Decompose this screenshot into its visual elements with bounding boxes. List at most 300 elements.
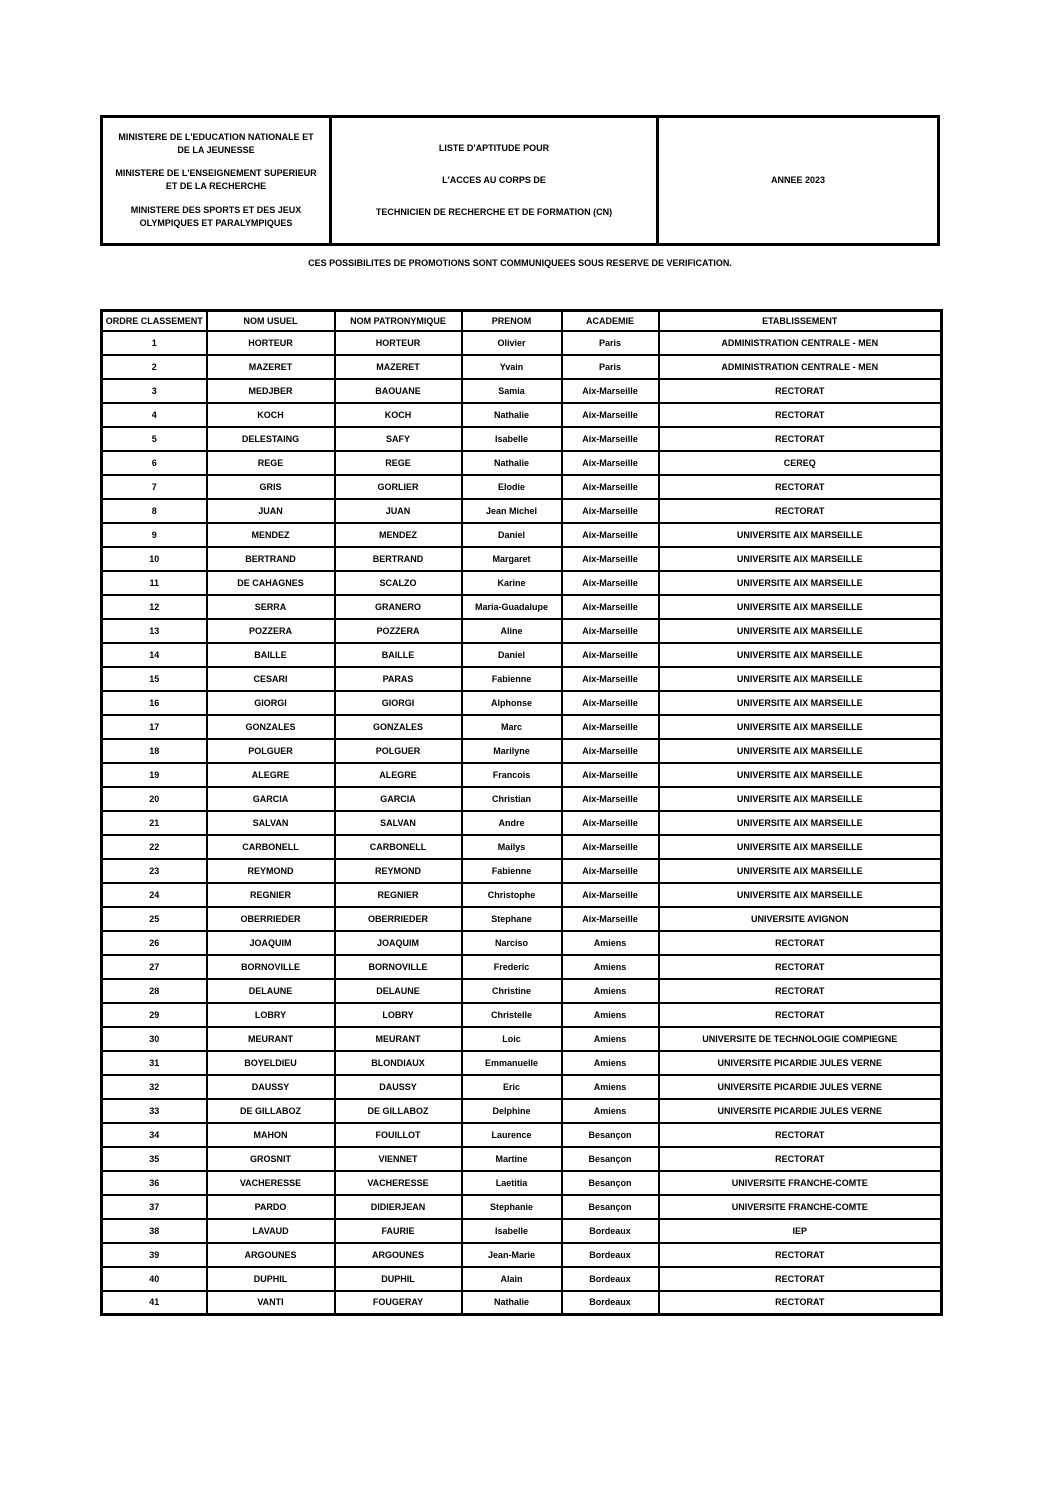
table-cell: Bordeaux: [562, 1291, 659, 1315]
table-cell: 11: [102, 571, 207, 595]
table-cell: FOUGERAY: [335, 1291, 462, 1315]
table-cell: Emmanuelle: [462, 1051, 562, 1075]
table-cell: Aix-Marseille: [562, 715, 659, 739]
table-cell: Amiens: [562, 979, 659, 1003]
table-cell: SALVAN: [335, 811, 462, 835]
table-row: [102, 739, 942, 763]
table-cell: UNIVERSITE AIX MARSEILLE: [659, 571, 942, 595]
table-cell: RECTORAT: [659, 475, 942, 499]
table-cell: Amiens: [562, 955, 659, 979]
table-cell: Amiens: [562, 1075, 659, 1099]
table-cell: UNIVERSITE DE TECHNOLOGIE COMPIEGNE: [659, 1027, 942, 1051]
table-cell: IEP: [659, 1219, 942, 1243]
table-cell: BLONDIAUX: [335, 1051, 462, 1075]
table-cell: 20: [102, 787, 207, 811]
table-cell: VACHERESSE: [335, 1171, 462, 1195]
table-cell: GARCIA: [207, 787, 335, 811]
column-header: NOM USUEL: [207, 311, 335, 331]
table-cell: GARCIA: [335, 787, 462, 811]
table-row: [102, 859, 942, 883]
table-cell: DELAUNE: [207, 979, 335, 1003]
table-cell: 25: [102, 907, 207, 931]
table-cell: 30: [102, 1027, 207, 1051]
table-row: [102, 763, 942, 787]
table-row: [102, 1195, 942, 1219]
table-row: [102, 979, 942, 1003]
table-cell: Andre: [462, 811, 562, 835]
table-row: [102, 1291, 942, 1315]
table-cell: Francois: [462, 763, 562, 787]
year-box: [656, 115, 940, 246]
table-cell: Aix-Marseille: [562, 811, 659, 835]
table-cell: Aix-Marseille: [562, 883, 659, 907]
table-cell: Aline: [462, 619, 562, 643]
table-cell: 28: [102, 979, 207, 1003]
table-cell: ARGOUNES: [207, 1243, 335, 1267]
table-cell: UNIVERSITE PICARDIE JULES VERNE: [659, 1099, 942, 1123]
table-row: [102, 1267, 942, 1291]
table-cell: Daniel: [462, 643, 562, 667]
table-cell: Stephane: [462, 907, 562, 931]
table-cell: Narciso: [462, 931, 562, 955]
table-cell: CEREQ: [659, 451, 942, 475]
table-cell: Besançon: [562, 1123, 659, 1147]
table-cell: MENDEZ: [207, 523, 335, 547]
table-cell: ALEGRE: [207, 763, 335, 787]
table-cell: BERTRAND: [335, 547, 462, 571]
year-label: ANNEE 2023: [770, 174, 826, 185]
ministry-enseignement-superieur: MINISTERE DE L'ENSEIGNEMENT SUPERIEUR ET DE LA RECHERCHE: [115, 168, 317, 192]
table-cell: 39: [102, 1243, 207, 1267]
table-cell: 13: [102, 619, 207, 643]
table-cell: Jean-Marie: [462, 1243, 562, 1267]
table-cell: Aix-Marseille: [562, 403, 659, 427]
table-cell: Aix-Marseille: [562, 427, 659, 451]
table-cell: DAUSSY: [335, 1075, 462, 1099]
table-cell: Aix-Marseille: [562, 763, 659, 787]
table-cell: Stephanie: [462, 1195, 562, 1219]
table-row: [102, 715, 942, 739]
table-cell: MAHON: [207, 1123, 335, 1147]
table-cell: GIORGI: [207, 691, 335, 715]
table-cell: POLGUER: [207, 739, 335, 763]
table-row: [102, 1027, 942, 1051]
table-cell: 26: [102, 931, 207, 955]
table-cell: 31: [102, 1051, 207, 1075]
table-cell: ARGOUNES: [335, 1243, 462, 1267]
table-row: [102, 1051, 942, 1075]
table-cell: Aix-Marseille: [562, 667, 659, 691]
table-cell: UNIVERSITE AIX MARSEILLE: [659, 595, 942, 619]
table-cell: ALEGRE: [335, 763, 462, 787]
table-cell: Olivier: [462, 331, 562, 355]
title-line-1: LISTE D'APTITUDE POUR: [438, 142, 550, 153]
table-cell: OBERRIEDER: [207, 907, 335, 931]
table-cell: DELESTAING: [207, 427, 335, 451]
table-cell: 38: [102, 1219, 207, 1243]
table-cell: UNIVERSITE AIX MARSEILLE: [659, 715, 942, 739]
table-cell: DUPHIL: [335, 1267, 462, 1291]
table-row: [102, 595, 942, 619]
verification-notice: CES POSSIBILITES DE PROMOTIONS SONT COMMUNIQUEES SOUS RESERVE DE VERIFICATION.: [308, 258, 732, 268]
table-cell: 24: [102, 883, 207, 907]
table-row: [102, 883, 942, 907]
column-header: ORDRE CLASSEMENT: [102, 311, 207, 331]
table-cell: Aix-Marseille: [562, 691, 659, 715]
table-cell: UNIVERSITE AIX MARSEILLE: [659, 523, 942, 547]
table-cell: SCALZO: [335, 571, 462, 595]
table-cell: MENDEZ: [335, 523, 462, 547]
table-row: [102, 379, 942, 403]
table-cell: UNIVERSITE AIX MARSEILLE: [659, 811, 942, 835]
table-cell: FAURIE: [335, 1219, 462, 1243]
table-cell: REYMOND: [207, 859, 335, 883]
table-cell: Yvain: [462, 355, 562, 379]
table-cell: Aix-Marseille: [562, 619, 659, 643]
table-cell: Aix-Marseille: [562, 475, 659, 499]
document-header: [100, 115, 940, 246]
table-cell: Margaret: [462, 547, 562, 571]
table-cell: RECTORAT: [659, 1147, 942, 1171]
table-cell: Amiens: [562, 1003, 659, 1027]
table-cell: LOBRY: [207, 1003, 335, 1027]
table-row: [102, 931, 942, 955]
column-header: PRENOM: [462, 311, 562, 331]
table-cell: Aix-Marseille: [562, 595, 659, 619]
table-cell: Laetitia: [462, 1171, 562, 1195]
table-cell: CESARI: [207, 667, 335, 691]
table-cell: SALVAN: [207, 811, 335, 835]
table-cell: 8: [102, 499, 207, 523]
table-row: [102, 1219, 942, 1243]
table-cell: Fabienne: [462, 667, 562, 691]
table-cell: 15: [102, 667, 207, 691]
table-cell: Isabelle: [462, 427, 562, 451]
table-cell: UNIVERSITE AIX MARSEILLE: [659, 763, 942, 787]
table-cell: DELAUNE: [335, 979, 462, 1003]
table-cell: Frederic: [462, 955, 562, 979]
table-cell: RECTORAT: [659, 1243, 942, 1267]
table-cell: Christian: [462, 787, 562, 811]
table-cell: CARBONELL: [335, 835, 462, 859]
table-cell: POLGUER: [335, 739, 462, 763]
table-cell: DE GILLABOZ: [335, 1099, 462, 1123]
table-row: [102, 907, 942, 931]
table-cell: 10: [102, 547, 207, 571]
table-cell: BAOUANE: [335, 379, 462, 403]
table-cell: RECTORAT: [659, 427, 942, 451]
table-cell: 41: [102, 1291, 207, 1315]
table-cell: 14: [102, 643, 207, 667]
table-cell: HORTEUR: [207, 331, 335, 355]
table-cell: Aix-Marseille: [562, 523, 659, 547]
table-cell: JOAQUIM: [335, 931, 462, 955]
table-cell: Aix-Marseille: [562, 739, 659, 763]
document-title-box: [329, 115, 659, 246]
table-cell: Marc: [462, 715, 562, 739]
table-cell: SERRA: [207, 595, 335, 619]
table-cell: Amiens: [562, 1027, 659, 1051]
table-cell: Christine: [462, 979, 562, 1003]
table-cell: 9: [102, 523, 207, 547]
table-cell: RECTORAT: [659, 379, 942, 403]
table-row: [102, 331, 942, 355]
table-cell: 1: [102, 331, 207, 355]
table-cell: BERTRAND: [207, 547, 335, 571]
table-row: [102, 667, 942, 691]
table-cell: 6: [102, 451, 207, 475]
table-cell: 12: [102, 595, 207, 619]
table-cell: Nathalie: [462, 451, 562, 475]
table-cell: MEURANT: [207, 1027, 335, 1051]
column-header: ETABLISSEMENT: [659, 311, 942, 331]
table-cell: RECTORAT: [659, 1291, 942, 1315]
table-row: [102, 355, 942, 379]
table-cell: Karine: [462, 571, 562, 595]
table-cell: GRANERO: [335, 595, 462, 619]
table-cell: Paris: [562, 355, 659, 379]
table-cell: GIORGI: [335, 691, 462, 715]
table-cell: VANTI: [207, 1291, 335, 1315]
table-cell: 35: [102, 1147, 207, 1171]
table-cell: 2: [102, 355, 207, 379]
table-cell: Aix-Marseille: [562, 643, 659, 667]
table-cell: 17: [102, 715, 207, 739]
ministries-box: [100, 115, 332, 246]
table-row: [102, 643, 942, 667]
table-cell: 37: [102, 1195, 207, 1219]
table-cell: DUPHIL: [207, 1267, 335, 1291]
table-cell: REGE: [207, 451, 335, 475]
table-row: [102, 1243, 942, 1267]
table-cell: Aix-Marseille: [562, 835, 659, 859]
title-line-2: L'ACCES AU CORPS DE: [442, 174, 546, 185]
table-cell: 5: [102, 427, 207, 451]
table-row: [102, 547, 942, 571]
table-cell: UNIVERSITE AIX MARSEILLE: [659, 739, 942, 763]
table-cell: Besançon: [562, 1147, 659, 1171]
table-cell: Amiens: [562, 1051, 659, 1075]
table-row: [102, 835, 942, 859]
table-cell: RECTORAT: [659, 931, 942, 955]
table-header: [102, 311, 942, 331]
table-cell: Aix-Marseille: [562, 571, 659, 595]
table-cell: 23: [102, 859, 207, 883]
table-cell: Alphonse: [462, 691, 562, 715]
table-cell: Paris: [562, 331, 659, 355]
table-cell: Aix-Marseille: [562, 547, 659, 571]
table-cell: 18: [102, 739, 207, 763]
table-cell: UNIVERSITE AIX MARSEILLE: [659, 835, 942, 859]
table-cell: SAFY: [335, 427, 462, 451]
table-cell: Samia: [462, 379, 562, 403]
table-cell: REYMOND: [335, 859, 462, 883]
table-row: [102, 1003, 942, 1027]
table-cell: Jean Michel: [462, 499, 562, 523]
table-cell: Aix-Marseille: [562, 379, 659, 403]
table-row: [102, 955, 942, 979]
table-row: [102, 787, 942, 811]
table-row: [102, 1147, 942, 1171]
table-cell: Christelle: [462, 1003, 562, 1027]
title-line-3: TECHNICIEN DE RECHERCHE ET DE FORMATION (CN): [375, 207, 613, 218]
results-table: [100, 309, 943, 1316]
table-cell: ADMINISTRATION CENTRALE - MEN: [659, 331, 942, 355]
table-cell: JUAN: [335, 499, 462, 523]
table-cell: Bordeaux: [562, 1219, 659, 1243]
table-cell: BORNOVILLE: [207, 955, 335, 979]
table-cell: UNIVERSITE AIX MARSEILLE: [659, 619, 942, 643]
table-row: [102, 475, 942, 499]
column-header: ACADEMIE: [562, 311, 659, 331]
table-cell: VACHERESSE: [207, 1171, 335, 1195]
table-cell: MEDJBER: [207, 379, 335, 403]
table-cell: BAILLE: [207, 643, 335, 667]
table-cell: MEURANT: [335, 1027, 462, 1051]
table-cell: UNIVERSITE AIX MARSEILLE: [659, 787, 942, 811]
table-row: [102, 403, 942, 427]
table-cell: UNIVERSITE AIX MARSEILLE: [659, 667, 942, 691]
table-cell: UNIVERSITE AVIGNON: [659, 907, 942, 931]
table-cell: 22: [102, 835, 207, 859]
table-row: [102, 499, 942, 523]
table-cell: GRIS: [207, 475, 335, 499]
table-cell: UNIVERSITE AIX MARSEILLE: [659, 691, 942, 715]
table-cell: 34: [102, 1123, 207, 1147]
table-cell: Nathalie: [462, 403, 562, 427]
table-cell: DIDIERJEAN: [335, 1195, 462, 1219]
table-cell: ADMINISTRATION CENTRALE - MEN: [659, 355, 942, 379]
table-cell: Martine: [462, 1147, 562, 1171]
page-content: [100, 115, 940, 1316]
table-row: [102, 427, 942, 451]
table-row: [102, 571, 942, 595]
table-cell: GROSNIT: [207, 1147, 335, 1171]
table-cell: 19: [102, 763, 207, 787]
table-cell: POZZERA: [207, 619, 335, 643]
table-cell: RECTORAT: [659, 1267, 942, 1291]
table-cell: GONZALES: [207, 715, 335, 739]
table-cell: PARAS: [335, 667, 462, 691]
table-cell: DE CAHAGNES: [207, 571, 335, 595]
table-row: [102, 619, 942, 643]
table-cell: JOAQUIM: [207, 931, 335, 955]
table-cell: REGE: [335, 451, 462, 475]
table-cell: Bordeaux: [562, 1243, 659, 1267]
table-cell: 7: [102, 475, 207, 499]
table-cell: Daniel: [462, 523, 562, 547]
table-cell: BAILLE: [335, 643, 462, 667]
table-cell: 32: [102, 1075, 207, 1099]
table-cell: UNIVERSITE PICARDIE JULES VERNE: [659, 1051, 942, 1075]
table-cell: 29: [102, 1003, 207, 1027]
table-cell: OBERRIEDER: [335, 907, 462, 931]
table-row: [102, 811, 942, 835]
table-cell: RECTORAT: [659, 403, 942, 427]
table-cell: MAZERET: [335, 355, 462, 379]
table-cell: Aix-Marseille: [562, 787, 659, 811]
table-cell: FOUILLOT: [335, 1123, 462, 1147]
table-row: [102, 451, 942, 475]
table-row: [102, 1171, 942, 1195]
table-cell: DE GILLABOZ: [207, 1099, 335, 1123]
ministry-sports: MINISTERE DES SPORTS ET DES JEUX OLYMPIQUES ET PARALYMPIQUES: [130, 204, 302, 228]
table-cell: MAZERET: [207, 355, 335, 379]
table-cell: LOBRY: [335, 1003, 462, 1027]
table-cell: Aix-Marseille: [562, 907, 659, 931]
table-cell: PARDO: [207, 1195, 335, 1219]
table-cell: Amiens: [562, 931, 659, 955]
table-row: [102, 1075, 942, 1099]
table-cell: GONZALES: [335, 715, 462, 739]
table-cell: Aix-Marseille: [562, 499, 659, 523]
table-row: [102, 523, 942, 547]
table-cell: 3: [102, 379, 207, 403]
table-cell: 36: [102, 1171, 207, 1195]
table-cell: Nathalie: [462, 1291, 562, 1315]
table-body: [102, 331, 942, 1315]
table-cell: UNIVERSITE FRANCHE-COMTE: [659, 1195, 942, 1219]
table-cell: UNIVERSITE AIX MARSEILLE: [659, 643, 942, 667]
ministry-education: MINISTERE DE L'EDUCATION NATIONALE ET DE LA JEUNESSE: [118, 132, 314, 156]
table-cell: 27: [102, 955, 207, 979]
table-cell: Besançon: [562, 1171, 659, 1195]
table-cell: 33: [102, 1099, 207, 1123]
table-cell: Isabelle: [462, 1219, 562, 1243]
table-cell: UNIVERSITE PICARDIE JULES VERNE: [659, 1075, 942, 1099]
table-cell: RECTORAT: [659, 1003, 942, 1027]
table-cell: Fabienne: [462, 859, 562, 883]
table-cell: Bordeaux: [562, 1267, 659, 1291]
table-cell: Besançon: [562, 1195, 659, 1219]
table-cell: POZZERA: [335, 619, 462, 643]
table-cell: 16: [102, 691, 207, 715]
table-cell: Amiens: [562, 1099, 659, 1123]
table-cell: Aix-Marseille: [562, 859, 659, 883]
table-cell: 21: [102, 811, 207, 835]
table-cell: LAVAUD: [207, 1219, 335, 1243]
table-cell: REGNIER: [335, 883, 462, 907]
table-cell: RECTORAT: [659, 955, 942, 979]
table-cell: Loic: [462, 1027, 562, 1051]
table-cell: UNIVERSITE AIX MARSEILLE: [659, 859, 942, 883]
table-row: [102, 1123, 942, 1147]
table-cell: RECTORAT: [659, 1123, 942, 1147]
table-cell: KOCH: [207, 403, 335, 427]
table-cell: Delphine: [462, 1099, 562, 1123]
table-cell: 40: [102, 1267, 207, 1291]
table-cell: REGNIER: [207, 883, 335, 907]
table-cell: GORLIER: [335, 475, 462, 499]
table-cell: Aix-Marseille: [562, 451, 659, 475]
table-cell: DAUSSY: [207, 1075, 335, 1099]
table-cell: VIENNET: [335, 1147, 462, 1171]
table-row: [102, 691, 942, 715]
table-cell: UNIVERSITE AIX MARSEILLE: [659, 883, 942, 907]
column-header: NOM PATRONYMIQUE: [335, 311, 462, 331]
table-header-row: [102, 311, 942, 331]
table-cell: 4: [102, 403, 207, 427]
table-cell: Maria-Guadalupe: [462, 595, 562, 619]
table-cell: UNIVERSITE AIX MARSEILLE: [659, 547, 942, 571]
table-cell: CARBONELL: [207, 835, 335, 859]
table-cell: Elodie: [462, 475, 562, 499]
table-row: [102, 1099, 942, 1123]
table-cell: Laurence: [462, 1123, 562, 1147]
table-cell: HORTEUR: [335, 331, 462, 355]
table-cell: Marilyne: [462, 739, 562, 763]
table-cell: BOYELDIEU: [207, 1051, 335, 1075]
